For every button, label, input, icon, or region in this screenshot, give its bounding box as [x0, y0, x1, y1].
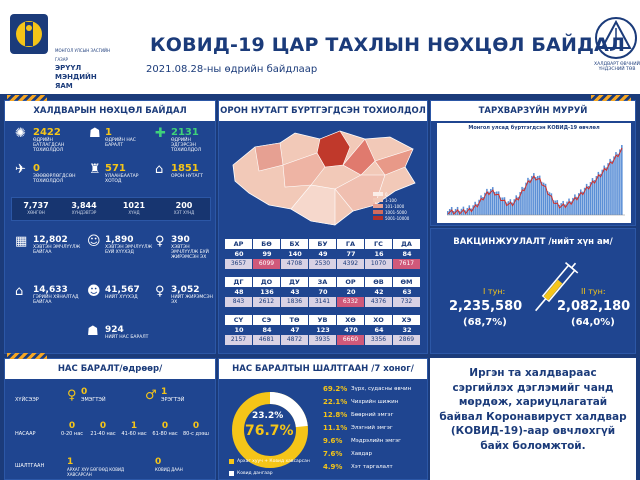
syringe-icon [527, 255, 579, 325]
province-today-cell: 49 [318, 250, 328, 258]
confirmed-stat [33, 127, 79, 153]
stripe-decor [591, 95, 631, 101]
deaths-label: ӨДРИЙН НАС БАРАЛТ [105, 138, 136, 148]
province-table-3 [225, 315, 423, 345]
province-codes-cell: ОР [337, 277, 365, 287]
age-group [119, 421, 149, 437]
ministry-sub: МОНГОЛ УЛСЫН ЗАСГИЙН ГАЗАР [55, 48, 111, 62]
province-row-total [225, 335, 423, 345]
province-row-today [225, 287, 423, 297]
severity-value: 200 [175, 201, 193, 210]
province-today-cell: 32 [402, 326, 412, 334]
home-value: 14,633 [33, 285, 68, 295]
imported-stat [33, 163, 83, 184]
ub-stat [105, 163, 155, 184]
cause-percent-value: 11.1 [323, 423, 341, 432]
cause-name: Хавдар [351, 450, 373, 457]
donut-small-pct: 23.2% [252, 411, 284, 421]
severity-strip [11, 197, 211, 221]
deaths-total-stat [105, 325, 165, 340]
cause-item [323, 435, 427, 446]
recovered-stat [171, 127, 215, 153]
male-stat [161, 387, 184, 403]
legend-label: 1001-5000 [385, 209, 407, 215]
epi-bar [562, 201, 564, 215]
province-total-cell: 7617 [393, 259, 421, 269]
epi-bar [555, 201, 557, 215]
deaths-stat [105, 127, 149, 148]
province-total-cell: 3935 [309, 335, 337, 345]
age-group [57, 421, 87, 437]
province-total-cell: 843 [225, 297, 253, 307]
province-codes-cell: ХӨ [337, 315, 365, 325]
legend-label: 1-100 [385, 197, 397, 203]
province-today-cell: 136 [260, 288, 274, 296]
epi-bar [600, 174, 602, 215]
age-group-label: 0-20 нас [60, 431, 84, 437]
province-today-cell: 20 [346, 288, 356, 296]
age-group [88, 421, 118, 437]
cause-item [323, 422, 427, 433]
cause1-label: АРХАГ ХУУ БӨГӨӨД КОВИД ХАВСАРСАН [67, 467, 125, 477]
cause-item [323, 409, 427, 420]
province-codes-cell: СҮ [225, 315, 253, 325]
ub-value: 571 [105, 163, 126, 174]
infection-panel [4, 100, 216, 354]
province-row-codes [225, 277, 423, 287]
severity-value: 3,844 [71, 201, 97, 210]
pregnant-hosp-value: 390 [171, 235, 190, 245]
female-icon: ♀ [67, 388, 77, 403]
cause-percent-value: 9.6 [323, 436, 336, 445]
province-codes-cell: БХ [281, 239, 309, 249]
cause-item [323, 461, 427, 472]
hospitalized-value: 12,802 [33, 235, 68, 245]
cause-name: Чихрийн шижин [351, 398, 399, 405]
children-hosp-label: ХЭВТЭН ЭМЧЛҮҮЛЖ БУЙ ХҮҮХЭД [105, 245, 153, 255]
baby-icon: ☻ [87, 284, 101, 299]
epi-bar [529, 180, 531, 215]
age-group-value: 0 [161, 421, 169, 431]
deaths-value: 1 [105, 127, 112, 138]
cause-name: Хэт таргалалт [351, 463, 393, 470]
hospital-icon: ▦ [15, 234, 28, 249]
confirmed-label: ӨДРИЙН БАТЛАГДСАН ТОХИОЛДОЛ [33, 138, 65, 153]
cause-percent-value: 7.6 [323, 449, 336, 458]
age-group [181, 421, 211, 437]
province-today-cell: 63 [402, 288, 412, 296]
cause-name: Зүрх, судасны өвчин [351, 385, 412, 392]
province-total-cell: 1070 [365, 259, 393, 269]
province-today-cell: 47 [290, 326, 300, 334]
epi-bar [596, 176, 598, 215]
cause-percent: 11.1% [323, 423, 348, 432]
imported-label: ЗӨӨВӨРЛӨГДСӨН ТОХИОЛДОЛ [33, 174, 76, 184]
stripe-decor [7, 95, 47, 101]
epi-bar [560, 203, 562, 215]
donut-small-value: 23.2 [252, 411, 275, 421]
male-icon: ♂ [145, 388, 157, 403]
male-value: 1 [161, 387, 168, 397]
epi-curve-svg [437, 123, 631, 223]
cause-percent: 69.2% [323, 384, 348, 393]
province-codes-cell: ДА [393, 239, 421, 249]
severity-label: ХҮНДЭВТЭР [71, 210, 97, 215]
age-group-label: 61-80 нас [152, 431, 178, 437]
age-row-label: НАСААР [15, 431, 36, 437]
province-total-cell: 6660 [337, 335, 365, 345]
age-group-label: 21-40 нас [90, 431, 116, 437]
map-legend [373, 191, 421, 221]
province-total-cell: 2612 [253, 297, 281, 307]
province-codes-cell: ТӨ [281, 315, 309, 325]
mother-icon: ♀ [155, 284, 165, 299]
province-codes-cell: АР [225, 239, 253, 249]
legend-swatch [373, 210, 383, 214]
recovered-value: 2131 [171, 127, 199, 138]
age-group-label: 41-60 нас [121, 431, 147, 437]
legend-label: 101-1000 [385, 203, 405, 209]
province-codes-cell: БУ [309, 239, 337, 249]
province-total-cell: 2530 [309, 259, 337, 269]
province-total-cell: 6099 [253, 259, 281, 269]
epi-bar [609, 159, 611, 215]
province-total-cell: 6332 [337, 297, 365, 307]
legend-label: Ковид дангаар [237, 471, 273, 476]
gender-row-label: ХҮЙСЭЭР [15, 397, 39, 403]
legend-swatch [373, 204, 383, 208]
pregnant-total-label: НИЙТ ЖИРЭМСЭН ЭХ [171, 295, 213, 305]
epi-bar [598, 172, 600, 215]
province-total-cell: 4681 [253, 335, 281, 345]
mongolia-emblem-icon [6, 12, 52, 68]
dose1-label: I тун: [483, 287, 506, 296]
hospitalized-stat [33, 235, 83, 255]
province-today-cell: 42 [374, 288, 384, 296]
cause2-label: КОВИД ДААН [155, 467, 183, 472]
children-hosp-value: 1,890 [105, 235, 134, 245]
trend-panel [430, 100, 636, 226]
causes-panel [218, 358, 428, 480]
vaccine-title: ВАКЦИНЖУУЛАЛТ /нийт хүн ам/ [453, 237, 613, 247]
age-panel [4, 358, 216, 480]
epi-bar [615, 152, 617, 215]
legend-label: Архаг хууч + Ковид хавсарсан [237, 459, 310, 464]
dose2-percent: (64,0%) [571, 317, 615, 328]
province-total-cell: 4708 [281, 259, 309, 269]
epi-bar [601, 170, 603, 215]
cause-item [323, 396, 427, 407]
province-row-total [225, 297, 423, 307]
cause-name: Бөөрний эмгэг [351, 411, 394, 418]
stripe-decor [7, 353, 47, 359]
deaths-total-value: 924 [105, 325, 124, 335]
province-today-cell: 10 [234, 326, 244, 334]
epi-bar [605, 167, 607, 215]
province-total-cell: 1836 [281, 297, 309, 307]
pregnant-hosp-stat [171, 235, 215, 260]
province-total-cell: 3141 [309, 297, 337, 307]
severity-value: 1021 [122, 201, 146, 210]
center-name: ХАЛДВАРТ ӨВЧНИЙ ҮНДЭСНИЙ ТӨВ [594, 62, 640, 72]
header [0, 0, 640, 94]
deaths-total-label: НИЙТ НАС БАРАЛТ [105, 335, 149, 340]
province-total-cell: 3356 [365, 335, 393, 345]
children-total-label: НИЙТ ХҮҮХЭД [105, 295, 138, 300]
province-total-cell: 4392 [337, 259, 365, 269]
province-today-cell: 84 [402, 250, 412, 258]
province-total-cell: 732 [393, 297, 421, 307]
infection-title: ХАЛДВАРЫН НӨХЦӨЛ БАЙДАЛ [5, 101, 215, 121]
dose2-label: II тун: [581, 287, 606, 296]
local-title: ОРОН НУТАГТ БҮРТГЭГДСЭН ТОХИОЛДОЛ [219, 101, 427, 121]
dose1-percent: (68,7%) [463, 317, 507, 328]
severity-label: ХӨНГӨН [27, 210, 45, 215]
epi-bar [557, 200, 559, 215]
province-today-cell: 99 [262, 250, 272, 258]
province-codes-cell: ДО [253, 277, 281, 287]
cause-percent: 9.6% [323, 436, 343, 445]
donut-big-pct: 76.7% [245, 423, 294, 439]
female-stat [81, 387, 106, 403]
epi-bar [588, 186, 590, 215]
province-row-today [225, 325, 423, 335]
legend-label: 5001-10000 [385, 215, 410, 221]
province-codes-cell: ДГ [225, 277, 253, 287]
hospitalized-label: ХЭВТЭН ЭМЧЛҮҮЛЖ БАЙГАА [33, 245, 81, 255]
epi-bar [474, 202, 476, 215]
severity-label: ХЭТ ХҮНД [173, 210, 195, 215]
trend-title: ТАРХВАРЗҮЙН МУРУЙ [431, 101, 635, 121]
home-stat [33, 285, 85, 305]
province-codes-cell: ХО [365, 315, 393, 325]
province-today-cell: 64 [374, 326, 384, 334]
legend-item [373, 215, 421, 221]
province-today-cell: 123 [316, 326, 330, 334]
severity-critical [164, 201, 204, 215]
province-row-codes [225, 315, 423, 325]
epi-bar [541, 182, 543, 215]
age-group-value: 0 [99, 421, 107, 431]
confirmed-value: 2422 [33, 127, 61, 138]
province-row-total [225, 259, 423, 269]
cause-percent-value: 22.1 [323, 397, 341, 406]
epi-bar [613, 156, 615, 215]
page-title: КОВИД-19 ЦАР ТАХЛЫН НӨХЦӨЛ БАЙДАЛ [150, 34, 626, 56]
severity-value: 7,737 [23, 201, 49, 210]
dose1-value: 2,235,580 [449, 299, 523, 314]
epi-bar [533, 173, 535, 215]
message-panel [430, 358, 636, 480]
province-stat [171, 163, 215, 179]
epi-bar [523, 188, 525, 215]
age-title: НАС БАРАЛТ/өдрөөр/ [5, 359, 215, 379]
cause1-stat [67, 457, 143, 477]
deceased-icon: ☗ [89, 126, 101, 141]
cause-percent: 7.6% [323, 449, 343, 458]
local-panel [218, 100, 428, 354]
province-icon: ⌂ [155, 162, 164, 177]
legend-swatch [373, 198, 383, 202]
province-total-cell: 4376 [365, 297, 393, 307]
donut-legend-2 [229, 471, 321, 476]
province-today-cell: 140 [288, 250, 302, 258]
province-codes-cell: БӨ [253, 239, 281, 249]
home-icon: ⌂ [15, 284, 24, 299]
epi-bar [539, 176, 541, 215]
severity-label: ХҮНД [128, 210, 140, 215]
province-label: ОРОН НУТАГТ [171, 174, 204, 179]
severity-mild [16, 201, 56, 215]
province-codes-cell: ГА [337, 239, 365, 249]
recovered-label: ӨДРИЙН ЭДГЭРСЭН ТОХИОЛДОЛ [171, 138, 202, 153]
province-codes-cell: ГС [365, 239, 393, 249]
severity-severe [114, 201, 154, 215]
epi-bar [621, 145, 623, 215]
age-group-value: 0 [192, 421, 200, 431]
province-today-cell: 48 [234, 288, 244, 296]
legend-swatch [229, 459, 234, 464]
children-hosp-stat [105, 235, 157, 255]
cause2-value: 0 [155, 457, 162, 467]
male-label: ЭРЭГТЭЙ [161, 397, 185, 403]
dose2-value: 2,082,180 [557, 299, 631, 314]
chart-title: Монгол улсад бүртгэгдсэн КОВИД-19 өвчлөл [468, 125, 600, 131]
legend-swatch [373, 192, 383, 196]
imported-value: 0 [33, 163, 40, 174]
female-label: ЭМЭГТЭЙ [81, 397, 106, 403]
age-group-value: 0 [68, 421, 76, 431]
cause1-value: 1 [67, 457, 74, 467]
severity-moderate [64, 201, 104, 215]
epi-bar [611, 161, 613, 215]
province-today-cell: 70 [318, 288, 328, 296]
donut-big-value: 76.7 [245, 423, 280, 439]
province-table-1 [225, 239, 423, 269]
province-today-cell: 60 [234, 250, 244, 258]
report-date: 2021.08.28-ны өдрийн байдлаар [146, 64, 318, 75]
cause-row-label: ШАЛТГААН [15, 463, 45, 469]
province-codes-cell: ДУ [281, 277, 309, 287]
pregnant-icon: ♀ [155, 234, 165, 249]
province-row-today [225, 249, 423, 259]
pregnant-total-value: 3,052 [171, 285, 200, 295]
cause-percent-value: 12.8 [323, 410, 341, 419]
age-group [150, 421, 180, 437]
city-icon: ♜ [89, 162, 101, 177]
donut-legend-1 [229, 459, 321, 464]
vaccine-panel [430, 228, 636, 354]
legend-swatch [373, 216, 383, 220]
cause-percent: 12.8% [323, 410, 348, 419]
province-total-cell: 2869 [393, 335, 421, 345]
epi-bar [603, 166, 605, 215]
epi-bar [594, 180, 596, 215]
epi-curve-chart [437, 123, 631, 223]
cause-percent-value: 4.9 [323, 462, 336, 471]
epi-bar [510, 199, 512, 215]
age-group-label: 80-с дээш [182, 431, 210, 437]
ministry-label: ЭРҮҮЛ МЭНДИЙН ЯАМ [55, 64, 97, 90]
province-codes-cell: ЗА [309, 277, 337, 287]
ministry-name [55, 46, 115, 91]
province-today-cell: 84 [262, 326, 272, 334]
children-total-value: 41,567 [105, 285, 140, 295]
epi-bar [531, 176, 533, 215]
province-codes-cell: ӨВ [365, 277, 393, 287]
cause2-stat [155, 457, 213, 472]
province-codes-cell: УВ [309, 315, 337, 325]
province-row-codes [225, 239, 423, 249]
plane-icon: ✈ [15, 162, 26, 177]
cause-percent: 4.9% [323, 462, 343, 471]
epi-bar [537, 176, 539, 215]
epi-bar [535, 177, 537, 215]
epi-bar [607, 163, 609, 215]
home-label: ГЭРИЙН ХЯНАЛТАД БАЙГАА [33, 295, 79, 305]
cause-name: Элэгний эмгэг [351, 424, 393, 431]
province-today-cell: 470 [344, 326, 358, 334]
province-today-cell: 77 [346, 250, 356, 258]
deceased-total-icon: ☗ [87, 324, 99, 339]
child-icon: ☺ [87, 234, 101, 249]
province-value: 1851 [171, 163, 199, 174]
province-codes-cell: ӨМ [393, 277, 421, 287]
cause-name: Мэдрэлийн эмгэг [351, 437, 402, 444]
province-codes-cell: СЭ [253, 315, 281, 325]
province-today-cell: 43 [290, 288, 300, 296]
female-value: 0 [81, 387, 88, 397]
center-logo-icon [594, 14, 638, 62]
province-codes-cell: ХЭ [393, 315, 421, 325]
epi-bar [617, 154, 619, 215]
cause-percent: 22.1% [323, 397, 348, 406]
cause-item [323, 383, 427, 394]
recovered-icon: ✚ [155, 126, 166, 141]
prevention-message: Иргэн та халдвараас сэргийлэх дэглэмийг чанд мөрдөж, хариуцлагатай байвал Коронавируст халдвар (КОВИД-19)-аар өвчлөхгүй байх боломжтой. [439, 367, 627, 452]
epi-bar [619, 149, 621, 215]
age-group-value: 1 [130, 421, 138, 431]
cause-item [323, 448, 427, 459]
pregnant-hosp-label: ХЭВТЭН ЭМЧЛҮҮЛЖ БУЙ ЖИРЭМСЭН ЭХ [171, 245, 209, 260]
causes-title: НАС БАРАЛТЫН ШАЛТГААН /7 хоног/ [219, 359, 427, 379]
virus-icon: ✺ [15, 126, 26, 141]
legend-swatch [229, 471, 234, 476]
legend-label: 0 [385, 191, 388, 197]
province-total-cell: 3657 [225, 259, 253, 269]
province-total-cell: 4872 [281, 335, 309, 345]
province-total-cell: 2157 [225, 335, 253, 345]
province-today-cell: 16 [374, 250, 384, 258]
province-table-2 [225, 277, 423, 307]
ub-label: УЛААНБААТАР ХОТОД [105, 174, 139, 184]
children-total-stat [105, 285, 155, 300]
cause-percent-value: 69.2 [323, 384, 341, 393]
pregnant-total-stat [171, 285, 215, 305]
epi-bar [543, 183, 545, 215]
